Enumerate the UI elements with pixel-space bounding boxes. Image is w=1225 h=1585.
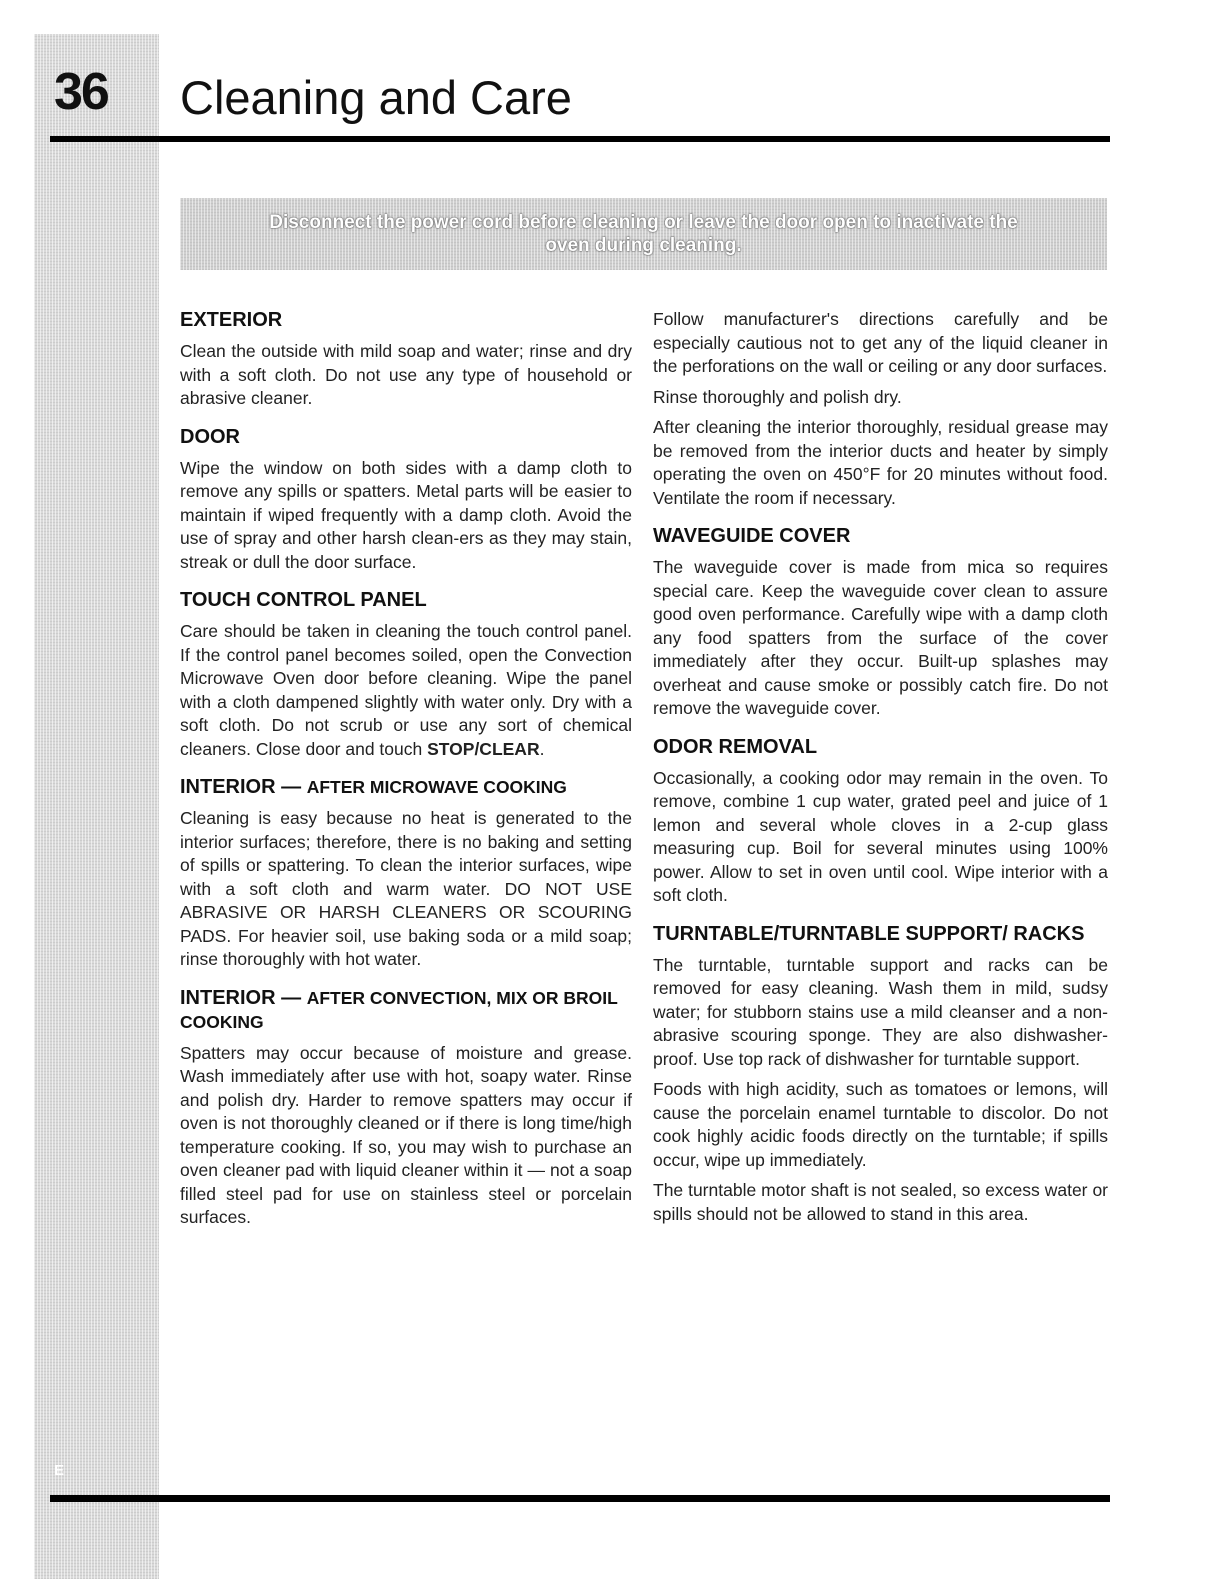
interior-convection-heading xyxy=(180,986,632,1034)
door-text: Wipe the window on both sides with a damp cloth to remove any spills or spatters. Metal parts will be easier to maintain if wiped frequently with a damp cloth. Avoid the use of spray and other harsh clean-ers as they may stain, streak or dull the door surface. xyxy=(180,457,632,572)
touch-control-text: Care should be taken in cleaning the touch control panel. If the control panel becomes soiled, open the Convection Microwave Oven door before cleaning. Wipe the panel with a cloth dampened slightly with water only. Dry with a soft cloth. Do not scrub or use any sort of chemical cleaners. Close door and touch xyxy=(180,621,632,759)
interior-microwave-heading xyxy=(180,775,632,799)
touch-control-heading: TOUCH CONTROL PANEL xyxy=(180,589,427,611)
continued-text-1: Follow manufacturer's directions carefully and be especially cautious not to get any of the liquid cleaner in the perforations on the wall or ceiling or any door surfaces. xyxy=(653,309,1108,376)
interior-convection-heading-sub: AFTER CONVECTION, MIX OR BROIL COOKING xyxy=(180,987,618,1032)
page-title: Cleaning and Care xyxy=(180,71,572,124)
exterior-heading: EXTERIOR xyxy=(180,309,283,331)
footer-rule xyxy=(50,1495,1110,1502)
continued-text-3: After cleaning the interior thoroughly, residual grease may be removed from the interior ducts and heater by simply operating the oven on 450°F for 20 minutes without food. Ventilate the room if necessary. xyxy=(653,417,1108,508)
exterior-text: Clean the outside with mild soap and water; rinse and dry with a soft cloth. Do not use any type of household or abrasive cleaner. xyxy=(180,341,632,408)
interior-microwave-heading-sub: AFTER MICROWAVE COOKING xyxy=(306,777,567,797)
warning-banner xyxy=(180,198,1107,270)
touch-control-end: . xyxy=(539,738,545,759)
waveguide-heading: WAVEGUIDE COVER xyxy=(653,525,851,547)
turntable-heading: TURNTABLE/TURNTABLE SUPPORT/ RACKS xyxy=(653,922,1085,945)
interior-convection-text: Spatters may occur because of moisture and grease. Wash immediately after use with hot, soapy water. Rinse and polish dry. Harder to remove spatters may occur if oven is not thoroughly cleaned or if there is long time/high temperature cooking. If so, you may wish to purchase an oven cleaner pad with liquid cleaner within it — not a soap filled steel pad for use on stainless steel or porcelain surfaces. xyxy=(180,1042,632,1227)
door-heading: DOOR xyxy=(180,425,240,448)
header-rule xyxy=(50,136,1110,142)
page-number: 36 xyxy=(54,63,108,121)
warning-line-2: oven during cleaning. xyxy=(545,235,742,256)
language-tab: E xyxy=(54,1462,65,1479)
warning-text xyxy=(244,211,1044,257)
touch-control-paragraph xyxy=(180,620,632,761)
odor-text: Occasionally, a cooking odor may remain in the oven. To remove, combine 1 cup water, grated peel and juice of 1 lemon and several whole cloves in a 2-cup glass measuring cup. Boil for several minutes using 100% power. Allow to set in oven until cool. Wipe interior with a soft cloth. xyxy=(653,767,1108,905)
interior-microwave-heading-main: INTERIOR — xyxy=(180,776,302,798)
stop-clear-key: STOP/CLEAR xyxy=(427,738,540,759)
interior-convection-heading-main: INTERIOR — xyxy=(180,986,302,1009)
turntable-text-3: The turntable motor shaft is not sealed, so excess water or spills should not be allowed to stand in this area. xyxy=(653,1180,1108,1224)
turntable-text-1: The turntable, turntable support and racks can be removed for easy cleaning. Wash them in mild, sudsy water; for stubborn stains use a mild cleanser and a non-abrasive scouring sponge. They are also dishwasher-proof. Use top rack of dishwasher for turntable support. xyxy=(653,954,1108,1069)
turntable-text-2: Foods with high acidity, such as tomatoes or lemons, will cause the porcelain enamel turntable to discolor. Do not cook highly acidic foods directly on the turntable; if spills occur, wipe up immediately. xyxy=(653,1079,1108,1170)
odor-heading: ODOR REMOVAL xyxy=(653,735,818,758)
right-column xyxy=(653,308,1108,1233)
interior-microwave-text: Cleaning is easy because no heat is generated to the interior surfaces; therefore, there is no baking and setting of spills or spattering. To clean the interior surfaces, wipe with a soft cloth and warm water. DO NOT USE ABRASIVE OR HARSH CLEANERS OR SCOURING PADS. For heavier soil, use baking soda or a mild soap; rinse thoroughly with hot water. xyxy=(180,808,632,969)
continued-text-2: Rinse thoroughly and polish dry. xyxy=(653,386,902,407)
left-column xyxy=(180,308,632,1237)
warning-line-1: Disconnect the power cord before cleaning or leave the door open to inactivate the xyxy=(269,212,1018,233)
page-sidebar xyxy=(34,34,159,1579)
waveguide-text: The waveguide cover is made from mica so requires special care. Keep the waveguide cover clean to assure good oven performance. Carefully wipe with a damp cloth any food spatters from the surface of the cover immediately after they occur. Built-up splashes may overheat and cause smoke or possibly catch fire. Do not remove the waveguide cover. xyxy=(653,557,1108,718)
